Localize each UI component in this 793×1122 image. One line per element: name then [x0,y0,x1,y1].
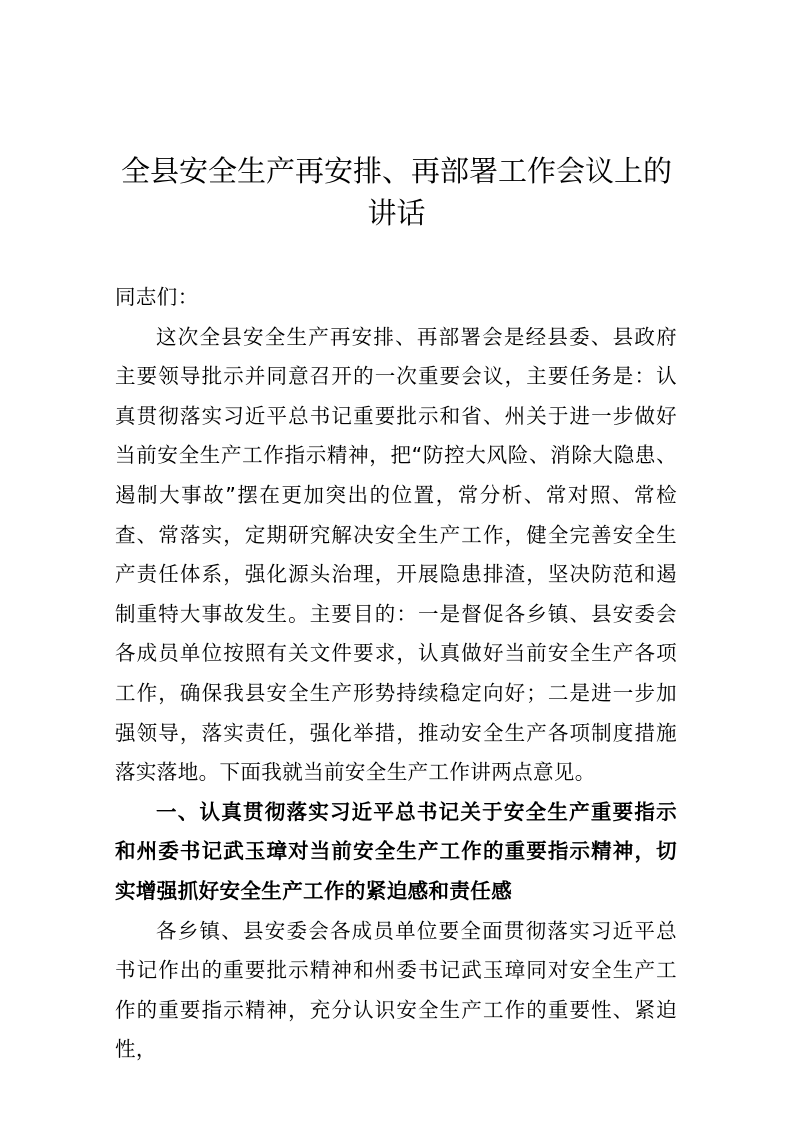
document-body [115,278,677,1070]
intro-paragraph: 这次全县安全生产再安排、再部署会是经县委、县政府主要领导批示并同意召开的一次重要会议，主要任务是：认真贯彻落实习近平总书记重要批示和省、州关于进一步做好当前安全生产工作指示精神，把“防控大风险、消除大隐患、遏制大事故”摆在更加突出的位置，常分析、常对照、常检查、常落实，定期研究解决安全生产工作，健全完善安全生产责任体系，强化源头治理，开展隐患排渣，坚决防范和遏制重特大事故发生。主要目的：一是督促各乡镇、县安委会各成员单位按照有关文件要求，认真做好当前安全生产各项工作，确保我县安全生产形势持续稳定向好；二是进一步加强领导，落实责任，强化举措，推动安全生产各项制度措施落实落地。下面我就当前安全生产工作讲两点意见。 [115,324,677,785]
salutation: 同志们： [115,285,199,309]
section-heading-1: 一、认真贯彻落实习近平总书记关于安全生产重要指示和州委书记武玉璋对当前安全生产工作的重要指示精神，切实增强抓好安全生产工作的紧迫感和责任感 [115,799,677,903]
title-line-1: 全县安全生产再安排、再部署工作会议上的 [120,154,672,188]
title-line-2: 讲话 [367,196,426,230]
document-title [100,150,693,234]
section-1-paragraph: 各乡镇、县安委会各成员单位要全面贯彻落实习近平总书记作出的重要批示精神和州委书记武玉璋同对安全生产工作的重要指示精神，充分认识安全生产工作的重要性、紧迫性， [115,918,677,1062]
